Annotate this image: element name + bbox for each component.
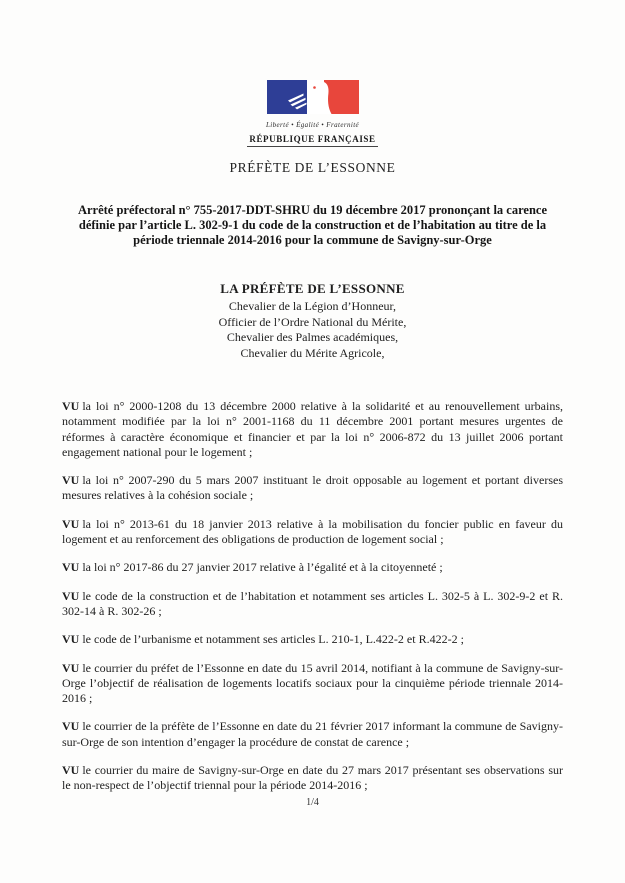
authority-title-4: Chevalier du Mérite Agricole, xyxy=(240,345,385,360)
recital-paragraph xyxy=(62,517,563,548)
prefecture-letterhead: PRÉFÈTE DE L’ESSONNE xyxy=(229,160,396,175)
recital-paragraph xyxy=(62,399,563,460)
vu-label: VU xyxy=(62,588,80,603)
recitals-section xyxy=(62,399,563,794)
recital-paragraph xyxy=(62,719,563,750)
recital-paragraph xyxy=(62,473,563,504)
page-number: 1/4 xyxy=(306,797,319,808)
authority-heading: LA PRÉFÈTE DE L’ESSONNE xyxy=(220,281,405,296)
vu-label: VU xyxy=(62,516,80,531)
authority-title-3: Chevalier des Palmes académiques, xyxy=(226,330,399,344)
recital-text: le courrier de la préfète de l’Essonne en date du 21 février 2017 informant la commune de Savigny-sur-Orge de son intention d’engager la procédure de constat de carence ; xyxy=(62,719,563,749)
decree-title-line-3: période triennale 2014-2016 pour la commune de Savigny-sur-Orge xyxy=(133,233,492,247)
vu-label: VU xyxy=(62,763,80,778)
recital-text: la loi n° 2013-61 du 18 janvier 2013 relative à la mobilisation du foncier public en faveur du logement et au renforcement des obligations de production de logement social ; xyxy=(62,516,563,547)
decree-title-line-2: définie par l’article L. 302-9-1 du code de la construction et de l’habitation au titre de la xyxy=(78,218,547,232)
authority-block xyxy=(0,281,625,361)
vu-label: VU xyxy=(62,399,80,413)
recital-paragraph xyxy=(62,763,563,794)
recital-paragraph xyxy=(62,661,563,707)
vu-label: VU xyxy=(62,560,80,575)
decree-title xyxy=(53,203,573,248)
marianne-flag-icon xyxy=(267,80,359,114)
vu-label: VU xyxy=(62,632,80,647)
authority-title-1: Chevalier de la Légion d’Honneur, xyxy=(228,299,397,313)
recital-text: le courrier du maire de Savigny-sur-Orge en date du 27 mars 2017 présentant ses observations sur le non-respect de l’objectif triennal pour la période 2014-2016 ; xyxy=(62,763,563,793)
recital-text: la loi n° 2007-290 du 5 mars 2007 instituant le droit opposable au logement et portant diverses mesures relatives à la cohésion sociale ; xyxy=(62,473,563,503)
decree-title-line-1: Arrêté préfectoral n° 755-2017-DDT-SHRU du 19 décembre 2017 prononçant la carence xyxy=(77,203,548,217)
recital-text: la loi n° 2017-86 du 27 janvier 2017 relative à l’égalité et à la citoyenneté ; xyxy=(82,560,443,575)
logo-republic-label: RÉPUBLIQUE FRANÇAISE xyxy=(247,133,377,147)
recital-text: le code de la construction et de l’habitation et notamment ses articles L. 302-5 à L. 302-9-2 et R. 302-14 à R. 302-26 ; xyxy=(62,588,563,618)
recital-paragraph xyxy=(62,632,563,647)
recital-text: le code de l’urbanisme et notamment ses articles L. 210-1, L.422-2 et R.422-2 ; xyxy=(82,632,464,647)
republique-francaise-logo xyxy=(0,80,625,147)
vu-label: VU xyxy=(62,660,80,675)
recital-text: le courrier du préfet de l’Essonne en date du 15 avril 2014, notifiant à la commune de Savigny-sur-Orge l’objectif de réalisation de logements locatifs sociaux pour la cinquième période triennale 2014-2016 ; xyxy=(62,660,563,706)
vu-label: VU xyxy=(62,473,80,488)
vu-label: VU xyxy=(62,719,80,734)
recital-paragraph xyxy=(62,589,563,620)
logo-motto: Liberté • Égalité • Fraternité xyxy=(265,121,360,129)
authority-title-2: Officier de l’Ordre National du Mérite, xyxy=(218,314,407,329)
recital-paragraph xyxy=(62,560,563,575)
recital-text: la loi n° 2000-1208 du 13 décembre 2000 relative à la solidarité et au renouvellement urbains, notamment modifiée par la loi n° 2001-1168 du 11 décembre 2001 portant mesures urgentes de réformes à caractère économique et financier et par la loi n° 2006-872 du 13 juillet 2006 portant engagement national pour le logement ; xyxy=(62,399,563,459)
